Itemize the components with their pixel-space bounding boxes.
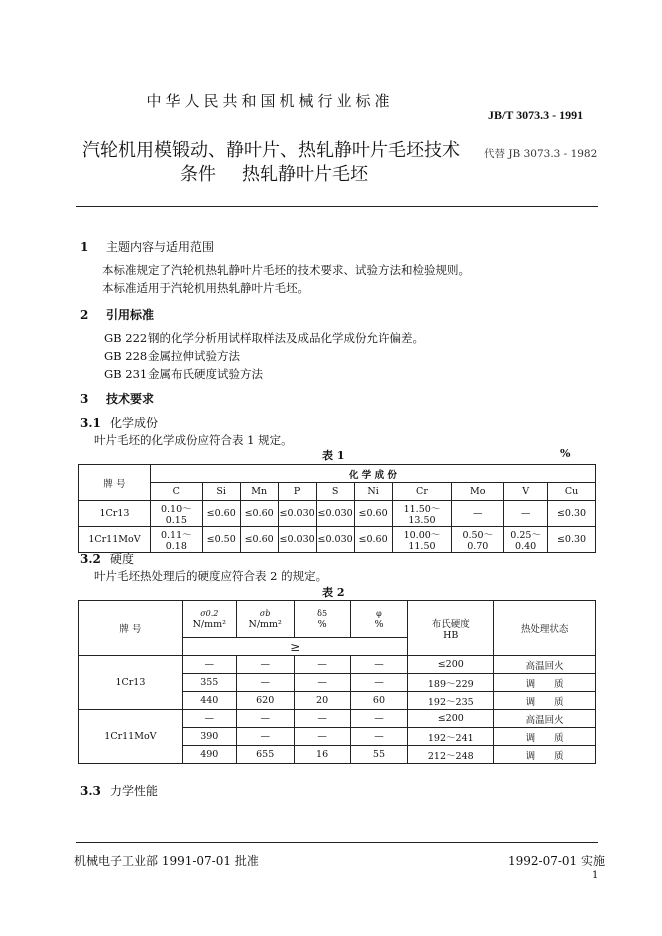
table-1-col-header: S	[316, 483, 354, 501]
table-2-col-header: σ0.2 N/mm²	[182, 601, 236, 638]
table-1-cell: ≤0.30	[548, 501, 596, 527]
table-2-cell: —	[236, 674, 294, 692]
table-1-cell: 0.50～0.70	[452, 527, 504, 553]
table-1-cell: ≤0.50	[202, 527, 240, 553]
approval-line: 机械电子工业部 1991-07-01 批准	[74, 854, 259, 868]
page-number: 1	[592, 870, 599, 881]
table-row	[79, 527, 596, 553]
footer-divider	[76, 842, 598, 843]
table-1-cell: 0.11～0.18	[150, 527, 202, 553]
table-1-caption: 表 1	[322, 449, 345, 462]
table-1-cell: ≤0.60	[240, 527, 278, 553]
section-3-2-paragraph: 叶片毛坯热处理后的硬度应符合表 2 的规定。	[94, 569, 328, 583]
table-2-cell: 60	[350, 692, 408, 710]
table-1-cell: —	[452, 501, 504, 527]
section-2-heading: 2 引用标准	[80, 308, 155, 322]
section-3-1-paragraph: 叶片毛坯的化学成份应符合表 1 规定。	[94, 433, 293, 447]
section-3-2-heading: 3.2 硬度	[80, 552, 135, 566]
replaces-standard: 代替 JB 3073.3 - 1982	[484, 148, 598, 160]
table-1-col-header: P	[278, 483, 316, 501]
table-2-cell: —	[236, 728, 294, 746]
table-2-cell: 189～229	[408, 674, 494, 692]
implementation-date: 1992-07-01 实施	[508, 854, 606, 868]
table-2-cell: 高温回火	[494, 710, 596, 728]
table-2-cell: —	[236, 710, 294, 728]
table-1-cell: 0.25～0.40	[504, 527, 548, 553]
table-2-cell: 20	[294, 692, 350, 710]
table-2-col-header: δ5 %	[294, 601, 350, 638]
table-1-col-header: Mn	[240, 483, 278, 501]
table-row	[79, 656, 596, 674]
table-2-cell: 390	[182, 728, 236, 746]
table-1-grade-header: 牌 号	[79, 465, 151, 501]
table-1-col-header: C	[150, 483, 202, 501]
table-1-grade-cell: 1Cr13	[79, 501, 151, 527]
table-1-cell: ≤0.60	[240, 501, 278, 527]
title-part-a: 条件	[180, 164, 216, 185]
table-1-cell: —	[504, 501, 548, 527]
table-2-cell: ≤200	[408, 710, 494, 728]
section-1-paragraph-1: 本标准规定了汽轮机热轧静叶片毛坯的技术要求、试验方法和检验规则。	[102, 263, 470, 277]
table-2-cell: —	[182, 710, 236, 728]
table-2-cell: —	[294, 710, 350, 728]
table-2-cell: —	[236, 656, 294, 674]
table-1	[78, 464, 596, 553]
table-2-cell: 620	[236, 692, 294, 710]
table-2-col-header: σb N/mm²	[236, 601, 294, 638]
table-2-grade-header: 牌 号	[79, 601, 183, 656]
table-2-cell: —	[294, 728, 350, 746]
table-2-cell: —	[182, 656, 236, 674]
section-1-paragraph-2: 本标准适用于汽轮机用热轧静叶片毛坯。	[102, 281, 309, 295]
table-1-col-header: V	[504, 483, 548, 501]
table-row	[79, 710, 596, 728]
table-1-cell: ≤0.30	[548, 527, 596, 553]
table-1-col-header: Ni	[354, 483, 392, 501]
table-1-grade-cell: 1Cr11MoV	[79, 527, 151, 553]
table-2-cell: 调 质	[494, 692, 596, 710]
table-1-cell: ≤0.030	[278, 527, 316, 553]
issuing-organization: 中华人民共和国机械行业标准	[146, 92, 394, 110]
standard-code: JB/T 3073.3 - 1991	[488, 108, 584, 122]
table-1-col-header: Cr	[392, 483, 452, 501]
table-2-cell: 调 质	[494, 674, 596, 692]
section-3-heading: 3 技术要求	[80, 392, 155, 406]
table-2-cell: —	[350, 710, 408, 728]
table-1-col-header: Mo	[452, 483, 504, 501]
title-part-b: 热轧静叶片毛坯	[242, 164, 368, 185]
section-1-heading: 1 主题内容与适用范围	[80, 240, 215, 254]
table-2-cell: —	[294, 674, 350, 692]
table-1-cell: ≤0.60	[354, 527, 392, 553]
table-2-cell: 调 质	[494, 728, 596, 746]
table-2-heat-header: 热处理状态	[494, 601, 596, 656]
reference-item: GB 222钢的化学分析用试样取样法及成品化学成份允许偏差。	[104, 331, 424, 345]
table-2-cell: 490	[182, 746, 236, 764]
table-1-col-header: Cu	[548, 483, 596, 501]
table-2-caption: 表 2	[322, 586, 345, 599]
table-1-cell: ≤0.030	[316, 527, 354, 553]
section-3-1-heading: 3.1 化学成份	[80, 416, 159, 430]
table-1-group-header: 化 学 成 份	[150, 465, 595, 483]
table-2-cell: 55	[350, 746, 408, 764]
table-2-cell: 192～241	[408, 728, 494, 746]
table-2	[78, 600, 596, 764]
document-title-line-2	[180, 160, 368, 186]
table-2-cell: 655	[236, 746, 294, 764]
header-divider	[76, 206, 598, 207]
table-row	[79, 501, 596, 527]
table-2-cell: 192～235	[408, 692, 494, 710]
table-2-cell: 212～248	[408, 746, 494, 764]
section-3-3-heading: 3.3 力学性能	[80, 784, 159, 798]
document-title-line-1: 汽轮机用模锻动、静叶片、热轧静叶片毛坯技术	[82, 140, 460, 161]
table-2-cell: —	[350, 728, 408, 746]
table-1-unit: %	[560, 447, 571, 460]
table-2-cell: 440	[182, 692, 236, 710]
table-2-cell: 16	[294, 746, 350, 764]
table-2-cell: ≤200	[408, 656, 494, 674]
table-1-cell: ≤0.030	[316, 501, 354, 527]
table-2-cell: —	[294, 656, 350, 674]
table-1-cell: 10.00～11.50	[392, 527, 452, 553]
table-1-cell: 0.10～0.15	[150, 501, 202, 527]
table-1-cell: ≤0.60	[354, 501, 392, 527]
table-2-cell: 高温回火	[494, 656, 596, 674]
table-1-cell: 11.50～13.50	[392, 501, 452, 527]
reference-item: GB 231金属布氏硬度试验方法	[104, 367, 263, 381]
table-2-hardness-header: 布氏硬度 HB	[408, 601, 494, 656]
reference-item: GB 228金属拉伸试验方法	[104, 349, 240, 363]
table-2-cell: 355	[182, 674, 236, 692]
table-2-cell: 调 质	[494, 746, 596, 764]
table-2-grade-cell: 1Cr11MoV	[79, 710, 183, 764]
table-1-cell: ≤0.60	[202, 501, 240, 527]
table-1-col-header: Si	[202, 483, 240, 501]
table-1-cell: ≤0.030	[278, 501, 316, 527]
table-2-grade-cell: 1Cr13	[79, 656, 183, 710]
table-2-cell: —	[350, 674, 408, 692]
table-2-col-header: φ %	[350, 601, 408, 638]
table-2-cell: —	[350, 656, 408, 674]
table-2-ge-row: ≥	[182, 638, 408, 656]
